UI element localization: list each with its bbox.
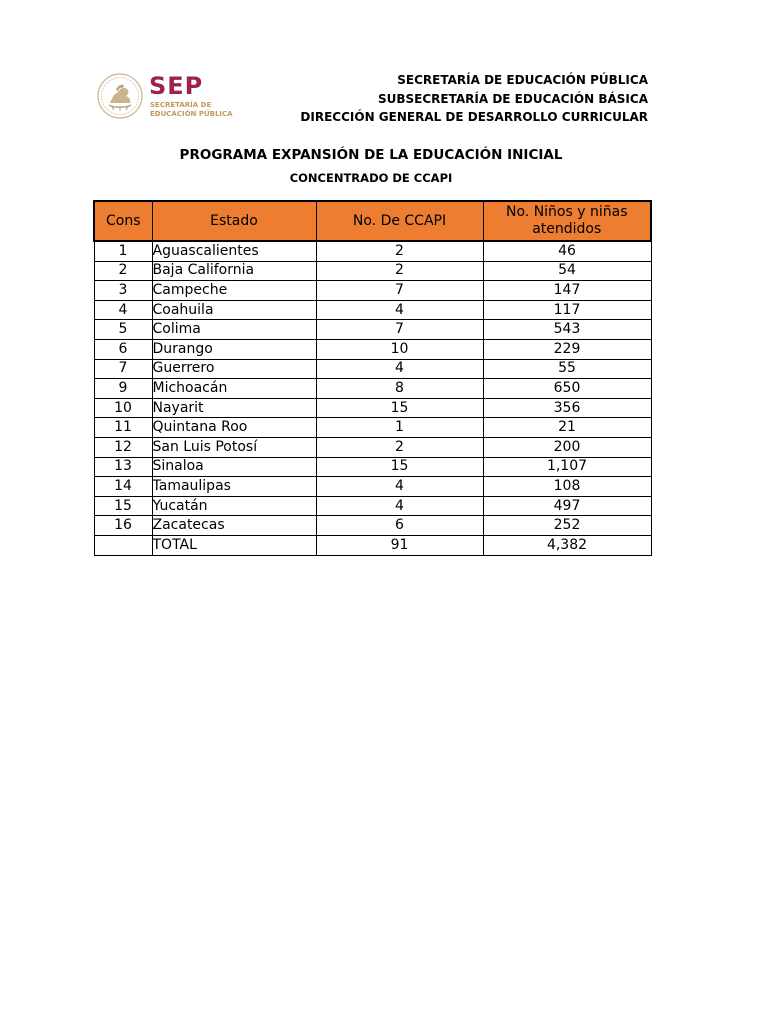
cell-ccapi: 7	[316, 281, 483, 301]
cell-cons: 1	[94, 241, 152, 261]
cell-estado: Yucatán	[152, 496, 316, 516]
cell-ccapi: 4	[316, 300, 483, 320]
cell-ninos: 46	[483, 241, 651, 261]
sep-wordmark-subtitle: SECRETARÍA DE EDUCACIÓN PÚBLICA	[150, 101, 233, 118]
cell-ninos: 21	[483, 418, 651, 438]
table-row	[94, 496, 651, 516]
cell-estado: Colima	[152, 320, 316, 340]
ccapi-table	[93, 200, 652, 556]
cell-ccapi: 2	[316, 261, 483, 281]
cell-ccapi: 2	[316, 241, 483, 261]
cell-ccapi: 4	[316, 496, 483, 516]
cell-cons: 2	[94, 261, 152, 281]
table-row	[94, 398, 651, 418]
cell-cons: 5	[94, 320, 152, 340]
cell-ninos: 54	[483, 261, 651, 281]
cell-ccapi: 4	[316, 359, 483, 379]
header-line-subsecretaria: SUBSECRETARÍA DE EDUCACIÓN BÁSICA	[378, 91, 648, 106]
cell-cons: 14	[94, 477, 152, 497]
cell-estado: Durango	[152, 339, 316, 359]
table-row	[94, 300, 651, 320]
cell-estado: Tamaulipas	[152, 477, 316, 497]
cell-ninos: 497	[483, 496, 651, 516]
cell-ccapi: 2	[316, 437, 483, 457]
header-line-secretaria: SECRETARÍA DE EDUCACIÓN PÚBLICA	[397, 73, 648, 87]
cell-ccapi: 6	[316, 516, 483, 536]
cell-ccapi: 7	[316, 320, 483, 340]
table-row	[94, 418, 651, 438]
cell-estado: Aguascalientes	[152, 241, 316, 261]
cell-ninos: 108	[483, 477, 651, 497]
cell-estado: Zacatecas	[152, 516, 316, 536]
cell-cons: 7	[94, 359, 152, 379]
cell-ninos: 252	[483, 516, 651, 536]
document-title: PROGRAMA EXPANSIÓN DE LA EDUCACIÓN INICIAL	[179, 147, 563, 163]
total-ninos: 4,382	[483, 535, 651, 555]
column-header-cons: Cons	[94, 201, 152, 241]
cell-ccapi: 15	[316, 398, 483, 418]
cell-estado: San Luis Potosí	[152, 437, 316, 457]
table-row	[94, 261, 651, 281]
cell-cons: 15	[94, 496, 152, 516]
table-row	[94, 457, 651, 477]
cell-ccapi: 1	[316, 418, 483, 438]
cell-ninos: 356	[483, 398, 651, 418]
column-header-ninos: No. Niños y niñas atendidos	[483, 201, 651, 241]
total-ccapi: 91	[316, 535, 483, 555]
cell-estado: Michoacán	[152, 379, 316, 399]
cell-ninos: 55	[483, 359, 651, 379]
column-header-estado: Estado	[152, 201, 316, 241]
table-row	[94, 477, 651, 497]
table-header-row	[94, 201, 651, 241]
cell-ninos: 650	[483, 379, 651, 399]
document-subtitle: CONCENTRADO DE CCAPI	[289, 171, 453, 185]
table-row	[94, 339, 651, 359]
cell-cons: 3	[94, 281, 152, 301]
table-row	[94, 281, 651, 301]
cell-cons: 12	[94, 437, 152, 457]
cell-ccapi: 4	[316, 477, 483, 497]
table-row	[94, 320, 651, 340]
cell-cons: 16	[94, 516, 152, 536]
header-line-direccion: DIRECCIÓN GENERAL DE DESARROLLO CURRICULAR	[300, 110, 648, 124]
cell-estado: Nayarit	[152, 398, 316, 418]
cell-ninos: 147	[483, 281, 651, 301]
cell-cons: 13	[94, 457, 152, 477]
cell-ccapi: 8	[316, 379, 483, 399]
table-row	[94, 437, 651, 457]
cell-ninos: 117	[483, 300, 651, 320]
sep-logo	[96, 70, 246, 122]
cell-cons: 11	[94, 418, 152, 438]
cell-ccapi: 10	[316, 339, 483, 359]
table-total-row	[94, 535, 651, 555]
cell-ninos: 543	[483, 320, 651, 340]
cell-estado: Sinaloa	[152, 457, 316, 477]
table-row	[94, 516, 651, 536]
cell-cons: 6	[94, 339, 152, 359]
table-row	[94, 241, 651, 261]
column-header-ccapi: No. De CCAPI	[316, 201, 483, 241]
cell-ninos: 200	[483, 437, 651, 457]
cell-cons: 9	[94, 379, 152, 399]
sep-wordmark: SEP	[149, 72, 204, 100]
cell-ccapi: 15	[316, 457, 483, 477]
cell-ninos: 1,107	[483, 457, 651, 477]
institution-header	[300, 71, 648, 127]
cell-cons: 4	[94, 300, 152, 320]
cell-estado: Baja California	[152, 261, 316, 281]
total-label: TOTAL	[152, 535, 316, 555]
cell-cons: 10	[94, 398, 152, 418]
total-cons	[94, 535, 152, 555]
cell-estado: Guerrero	[152, 359, 316, 379]
cell-estado: Coahuila	[152, 300, 316, 320]
national-seal-icon	[96, 70, 144, 122]
cell-ninos: 229	[483, 339, 651, 359]
table-row	[94, 359, 651, 379]
table-row	[94, 379, 651, 399]
cell-estado: Quintana Roo	[152, 418, 316, 438]
cell-estado: Campeche	[152, 281, 316, 301]
